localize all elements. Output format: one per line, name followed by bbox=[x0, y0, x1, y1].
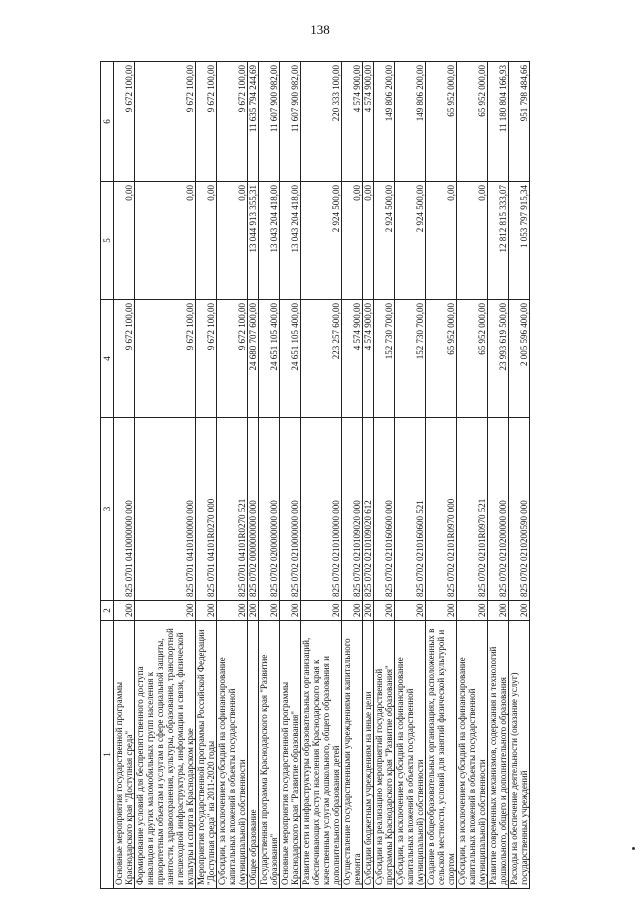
row-code: 200 bbox=[488, 601, 509, 621]
row-classification: 825 0701 0410100000 000 bbox=[135, 418, 196, 601]
row-executed: 0,00 bbox=[457, 182, 488, 300]
row-name: Общее образование bbox=[248, 621, 259, 889]
row-executed: 13 044 913 355,31 bbox=[248, 182, 259, 300]
row-approved: 24 680 707 600,00 bbox=[248, 300, 259, 418]
row-classification: 825 0702 0210109020 000 bbox=[342, 418, 363, 601]
row-remaining: 4 574 900,00 bbox=[342, 62, 363, 182]
table-row bbox=[217, 62, 248, 889]
row-code: 200 bbox=[426, 601, 457, 621]
row-code: 200 bbox=[395, 601, 426, 621]
row-approved: 223 257 600,00 bbox=[301, 300, 342, 418]
row-executed: 13 043 204 418,00 bbox=[280, 182, 301, 300]
row-name: Формирование условий для беспрепятственного доступа инвалидов и других маломобильных групп населения к приоритетным объектам и услугам в сфере социальной защиты, занятости, здравоохранения, культуры, образования, транспортной и пешеходной инфраструктуры, информации и связи, физической культуры и спорта в Краснодарском крае bbox=[135, 621, 196, 889]
row-executed: 2 924 500,00 bbox=[374, 182, 395, 300]
row-executed: 0,00 bbox=[426, 182, 457, 300]
row-code: 200 bbox=[217, 601, 248, 621]
table-row bbox=[509, 62, 530, 889]
row-approved: 9 672 100,00 bbox=[217, 300, 248, 418]
table-row bbox=[280, 62, 301, 889]
row-remaining: 9 672 100,00 bbox=[135, 62, 196, 182]
row-approved: 2 005 596 400,00 bbox=[509, 300, 530, 418]
table-row bbox=[374, 62, 395, 889]
row-remaining: 951 798 484,66 bbox=[509, 62, 530, 182]
budget-table bbox=[100, 61, 530, 889]
row-remaining: 220 333 100,00 bbox=[301, 62, 342, 182]
row-remaining: 9 672 100,00 bbox=[217, 62, 248, 182]
row-executed: 2 924 500,00 bbox=[301, 182, 342, 300]
row-approved: 23 993 619 500,00 bbox=[488, 300, 509, 418]
table-row bbox=[259, 62, 280, 889]
row-classification: 825 0702 0210160600 000 bbox=[374, 418, 395, 601]
row-remaining: 4 574 900,00 bbox=[363, 62, 374, 182]
table-row bbox=[426, 62, 457, 889]
table-row bbox=[114, 62, 135, 889]
row-name: Субсидии, за исключением субсидий на софинансирование капитальных вложений в объекты государственной (муниципальной) собственности bbox=[395, 621, 426, 889]
row-name: Развитие сети и инфраструктуры образовательных организаций, обеспечивающих доступ населения Краснодарского края к качественным услугам дошкольного, общего образования и дополнительного образования детей bbox=[301, 621, 342, 889]
header-col-3: 3 bbox=[101, 418, 114, 601]
row-name: Субсидии, за исключением субсидий на софинансирование капитальных вложений в объекты государственной (муниципальной) собственности bbox=[457, 621, 488, 889]
row-executed: 13 043 204 418,00 bbox=[259, 182, 280, 300]
row-executed: 0,00 bbox=[196, 182, 217, 300]
header-col-5: 5 bbox=[101, 182, 114, 300]
rotated-table-frame bbox=[100, 62, 605, 889]
row-approved: 9 672 100,00 bbox=[196, 300, 217, 418]
row-remaining: 149 806 200,00 bbox=[395, 62, 426, 182]
row-name: Создание в общеобразовательных организациях, расположенных в сельской местности, условий для занятий физической культурой и спортом bbox=[426, 621, 457, 889]
table-row bbox=[196, 62, 217, 889]
row-classification: 825 0702 0210109020 612 bbox=[363, 418, 374, 601]
row-remaining: 149 806 200,00 bbox=[374, 62, 395, 182]
row-name: Расходы на обеспечение деятельности (оказание услуг) государственных учреждений bbox=[509, 621, 530, 889]
row-remaining: 11 607 900 982,00 bbox=[280, 62, 301, 182]
row-name: Государственная программа Краснодарского края "Развитие образования" bbox=[259, 621, 280, 889]
row-classification: 825 0702 0210200590 000 bbox=[509, 418, 530, 601]
table-row bbox=[395, 62, 426, 889]
table-row bbox=[248, 62, 259, 889]
row-code: 200 bbox=[509, 601, 530, 621]
row-remaining: 11 607 900 982,00 bbox=[259, 62, 280, 182]
row-code: 200 bbox=[363, 601, 374, 621]
row-executed: 0,00 bbox=[135, 182, 196, 300]
row-approved: 24 651 105 400,00 bbox=[280, 300, 301, 418]
row-executed: 0,00 bbox=[342, 182, 363, 300]
row-classification: 825 0702 0210100000 000 bbox=[301, 418, 342, 601]
row-classification: 825 0702 0000000000 000 bbox=[248, 418, 259, 601]
row-remaining: 11 180 804 166,93 bbox=[488, 62, 509, 182]
row-executed: 0,00 bbox=[217, 182, 248, 300]
row-classification: 825 0701 0410000000 000 bbox=[114, 418, 135, 601]
header-col-1: 1 bbox=[101, 621, 114, 889]
row-executed: 12 812 815 333,07 bbox=[488, 182, 509, 300]
row-remaining: 65 952 000,00 bbox=[457, 62, 488, 182]
scan-dot bbox=[632, 847, 635, 850]
row-code: 200 bbox=[301, 601, 342, 621]
row-code: 200 bbox=[135, 601, 196, 621]
row-name: Основные мероприятия государственной программы Краснодарского края "Доступная среда" bbox=[114, 621, 135, 889]
table-row bbox=[301, 62, 342, 889]
row-approved: 4 574 900,00 bbox=[342, 300, 363, 418]
row-classification: 825 0702 0210200000 000 bbox=[488, 418, 509, 601]
header-col-4: 4 bbox=[101, 300, 114, 418]
table-row bbox=[342, 62, 363, 889]
row-classification: 825 0701 04101R0270 000 bbox=[196, 418, 217, 601]
row-classification: 825 0702 0210160600 521 bbox=[395, 418, 426, 601]
row-code: 200 bbox=[374, 601, 395, 621]
row-remaining: 65 952 000,00 bbox=[426, 62, 457, 182]
row-classification: 825 0701 04101R0270 521 bbox=[217, 418, 248, 601]
row-approved: 9 672 100,00 bbox=[114, 300, 135, 418]
row-code: 200 bbox=[114, 601, 135, 621]
row-name: Субсидии бюджетным учреждениям на иные цели bbox=[363, 621, 374, 889]
row-classification: 825 0702 02101R0970 521 bbox=[457, 418, 488, 601]
table-row bbox=[488, 62, 509, 889]
row-code: 200 bbox=[457, 601, 488, 621]
row-code: 200 bbox=[259, 601, 280, 621]
row-code: 200 bbox=[196, 601, 217, 621]
row-approved: 65 952 000,00 bbox=[426, 300, 457, 418]
row-code: 200 bbox=[248, 601, 259, 621]
row-approved: 152 730 700,00 bbox=[374, 300, 395, 418]
row-name: Развитие современных механизмов, содержания и технологий дошкольного, общего и дополнительного образования bbox=[488, 621, 509, 889]
table-row bbox=[363, 62, 374, 889]
row-classification: 825 0702 0210000000 000 bbox=[280, 418, 301, 601]
row-classification: 825 0702 0200000000 000 bbox=[259, 418, 280, 601]
row-executed: 0,00 bbox=[114, 182, 135, 300]
row-name: Основные мероприятия государственной программы Краснодарского края "Развитие образования" bbox=[280, 621, 301, 889]
row-name: Мероприятия государственной программы Российской Федерации "Доступная среда" на 2011-2020 годы bbox=[196, 621, 217, 889]
header-row bbox=[101, 62, 114, 889]
row-approved: 24 651 105 400,00 bbox=[259, 300, 280, 418]
row-code: 200 bbox=[280, 601, 301, 621]
row-approved: 65 952 000,00 bbox=[457, 300, 488, 418]
table-row bbox=[135, 62, 196, 889]
row-approved: 152 730 700,00 bbox=[395, 300, 426, 418]
row-approved: 9 672 100,00 bbox=[135, 300, 196, 418]
row-executed: 1 053 797 915,34 bbox=[509, 182, 530, 300]
row-approved: 4 574 900,00 bbox=[363, 300, 374, 418]
budget-table-container bbox=[100, 62, 605, 889]
row-remaining: 9 672 100,00 bbox=[196, 62, 217, 182]
row-executed: 2 924 500,00 bbox=[395, 182, 426, 300]
row-classification: 825 0702 02101R0970 000 bbox=[426, 418, 457, 601]
page-number: 138 bbox=[310, 22, 330, 37]
row-code: 200 bbox=[342, 601, 363, 621]
row-executed: 0,00 bbox=[363, 182, 374, 300]
row-remaining: 9 672 100,00 bbox=[114, 62, 135, 182]
table-row bbox=[457, 62, 488, 889]
row-remaining: 11 635 794 244,69 bbox=[248, 62, 259, 182]
row-name: Субсидии на реализацию мероприятий государственной программы Краснодарского края "Развитие образования" bbox=[374, 621, 395, 889]
header-col-2: 2 bbox=[101, 601, 114, 621]
row-name: Осуществление государственными учреждениями капитального ремонта bbox=[342, 621, 363, 889]
header-col-6: 6 bbox=[101, 62, 114, 182]
row-name: Субсидии, за исключением субсидий на софинансирование капитальных вложений в объекты государственной (муниципальной) собственности bbox=[217, 621, 248, 889]
